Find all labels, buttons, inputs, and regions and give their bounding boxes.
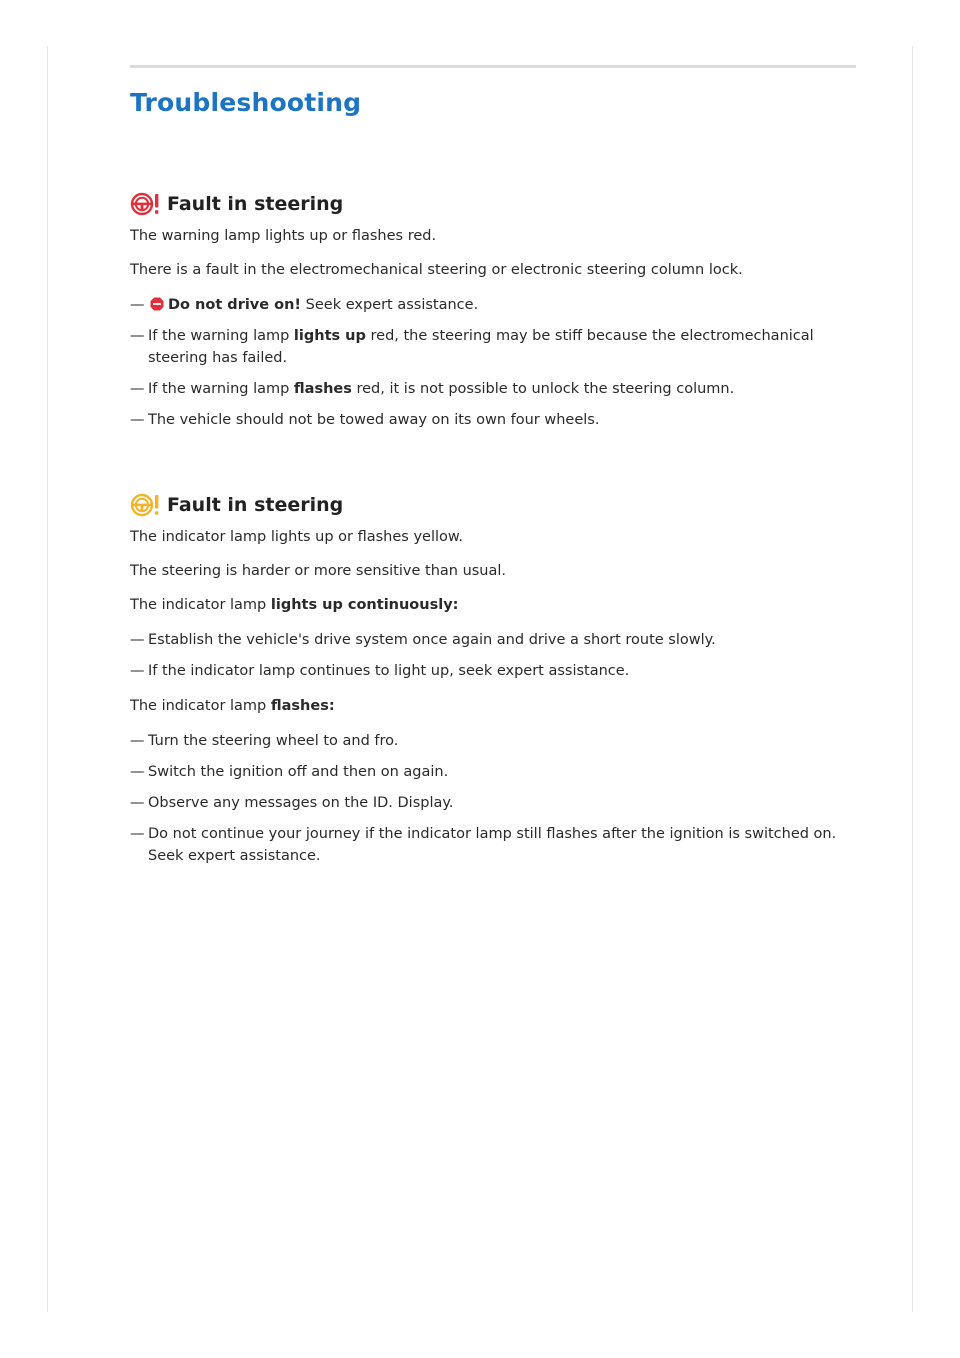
steering-warning-red-icon bbox=[130, 192, 162, 216]
list-text: If the warning lamp bbox=[148, 328, 294, 344]
list-item bbox=[130, 761, 856, 783]
page-title: Troubleshooting bbox=[130, 88, 362, 117]
list-item bbox=[130, 294, 856, 316]
list-text: Switch the ignition off and then on again. bbox=[148, 764, 449, 780]
paragraph: The steering is harder or more sensitive than usual. bbox=[130, 563, 507, 579]
list-text: Do not continue your journey if the indicator lamp still flashes after the ignition is switched on. Seek expert assistance. bbox=[148, 826, 837, 864]
list-item bbox=[130, 629, 856, 651]
list-text: red, it is not possible to unlock the steering column. bbox=[351, 381, 735, 397]
section-heading-text: Fault in steering bbox=[167, 193, 344, 215]
list-item bbox=[130, 660, 856, 682]
instruction-list bbox=[130, 629, 856, 682]
list-dash: — bbox=[130, 764, 145, 780]
list-dash: — bbox=[130, 328, 145, 344]
section-heading-text: Fault in steering bbox=[167, 494, 344, 516]
list-item bbox=[130, 325, 856, 369]
list-text: Observe any messages on the ID. Display. bbox=[148, 795, 454, 811]
list-text: Turn the steering wheel to and fro. bbox=[148, 733, 399, 749]
list-text: If the warning lamp bbox=[148, 381, 294, 397]
bold-text: lights up continuously: bbox=[270, 597, 459, 613]
list-item bbox=[130, 378, 856, 400]
section-heading bbox=[130, 190, 856, 218]
bold-text: lights up bbox=[293, 328, 366, 344]
list-dash: — bbox=[130, 381, 145, 397]
list-item bbox=[130, 823, 856, 867]
left-margin-line bbox=[47, 46, 48, 1312]
list-dash: — bbox=[130, 733, 145, 749]
list-item bbox=[130, 730, 856, 752]
bold-text: flashes: bbox=[270, 698, 335, 714]
paragraph: The warning lamp lights up or flashes red. bbox=[130, 228, 437, 244]
list-item bbox=[130, 792, 856, 814]
list-text: red, the steering may be stiff because the electromechanical steering has failed. bbox=[148, 328, 814, 366]
list-text: If the indicator lamp continues to light up, seek expert assistance. bbox=[148, 663, 630, 679]
list-dash: — bbox=[130, 795, 145, 811]
top-divider bbox=[130, 65, 856, 68]
instruction-list bbox=[130, 294, 856, 431]
paragraph: The indicator lamp lights up or flashes yellow. bbox=[130, 529, 464, 545]
list-dash: — bbox=[130, 826, 145, 842]
list-dash: — bbox=[130, 297, 145, 313]
bold-text: Do not drive on! bbox=[168, 297, 302, 313]
paragraph-text: The indicator lamp bbox=[130, 597, 271, 613]
list-dash: — bbox=[130, 632, 145, 648]
list-dash: — bbox=[130, 412, 145, 428]
paragraph: There is a fault in the electromechanical steering or electronic steering column lock. bbox=[130, 262, 743, 278]
section-fault-steering-yellow bbox=[130, 491, 856, 876]
list-text: Seek expert assistance. bbox=[301, 297, 479, 313]
list-text: The vehicle should not be towed away on its own four wheels. bbox=[148, 412, 600, 428]
stop-icon bbox=[150, 297, 164, 311]
list-dash: — bbox=[130, 663, 145, 679]
list-item bbox=[130, 409, 856, 431]
paragraph bbox=[130, 696, 856, 716]
section-heading bbox=[130, 491, 856, 519]
section-fault-steering-red bbox=[130, 190, 856, 440]
paragraph bbox=[130, 595, 856, 615]
right-margin-line bbox=[912, 46, 913, 1312]
bold-text: flashes bbox=[293, 381, 352, 397]
paragraph-text: The indicator lamp bbox=[130, 698, 271, 714]
steering-warning-yellow-icon bbox=[130, 493, 162, 517]
list-text: Establish the vehicle's drive system once again and drive a short route slowly. bbox=[148, 632, 716, 648]
instruction-list bbox=[130, 730, 856, 867]
